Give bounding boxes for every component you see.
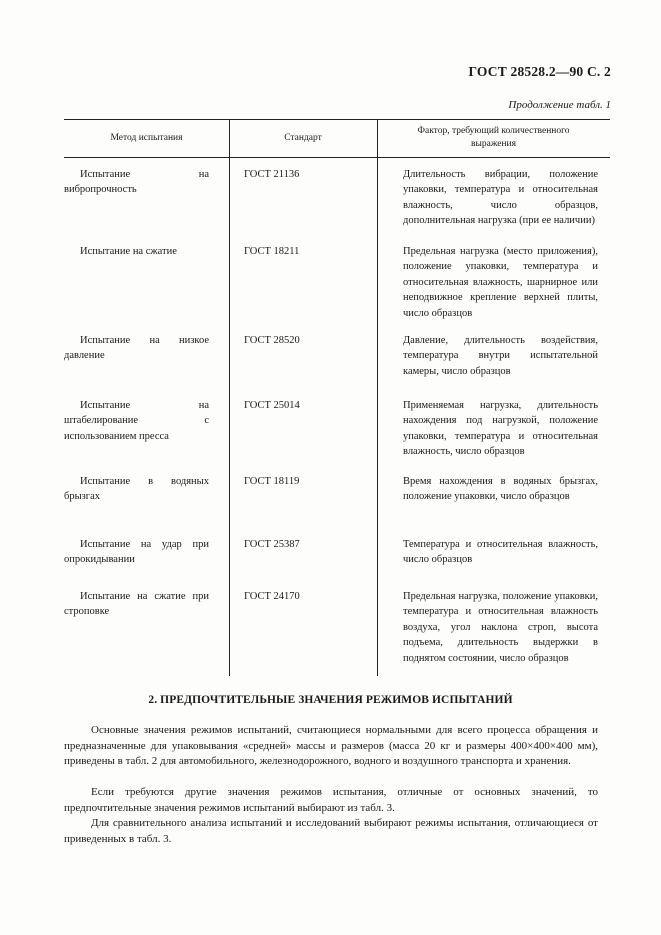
factor-cell: Температура и относительная влажность, число образцов xyxy=(403,539,598,566)
standard-cell: ГОСТ 24170 xyxy=(244,591,300,602)
column-divider xyxy=(377,119,378,676)
column-divider xyxy=(229,119,230,676)
body-paragraph: Основные значения режимов испытаний, считающиеся нормальными для всего процесса обращения и предназначенные для упаковывания «средней» массы и размеров (масса 20 кг и размеры 400×400×400 мм), приведены в табл. 2 для автомобильного, железнодорожного, водного и воздушного транспорта и хранения. xyxy=(64,724,598,768)
standard-cell: ГОСТ 28520 xyxy=(244,335,300,346)
method-cell: Испытание на низкое давление xyxy=(64,335,209,362)
factor-cell: Предельная нагрузка (место приложения), положение упаковки, температура и относительная влажность, шарнирное или неподвижное крепление верхней плиты, число образцов xyxy=(403,246,598,319)
standard-cell: ГОСТ 18119 xyxy=(244,476,300,487)
standard-cell: ГОСТ 21136 xyxy=(244,169,300,180)
standards-table xyxy=(64,119,610,676)
method-cell: Испытание на штабелирование с использованием пресса xyxy=(64,400,209,442)
standard-cell: ГОСТ 25014 xyxy=(244,400,300,411)
column-header-factor: Фактор, требующий количественного выражения xyxy=(417,126,570,149)
factor-cell: Применяемая нагрузка, длительность нахождения под нагрузкой, положение упаковки, температура и относительная влажность, число образцов xyxy=(403,400,598,458)
table-continuation-label: Продолжение табл. 1 xyxy=(508,99,611,111)
method-cell: Испытание в водяных брызгах xyxy=(64,476,209,503)
method-cell: Испытание на сжатие при строповке xyxy=(64,591,209,618)
standard-cell: ГОСТ 18211 xyxy=(244,246,300,257)
method-cell: Испытание на сжатие xyxy=(80,246,177,257)
body-paragraph: Для сравнительного анализа испытаний и исследований выбирают режимы испытания, отличающиеся от приведенных в табл. 3. xyxy=(64,817,598,845)
standard-cell: ГОСТ 25387 xyxy=(244,539,300,550)
document-header: ГОСТ 28528.2—90 С. 2 xyxy=(468,64,611,79)
factor-cell: Давление, длительность воздействия, температура внутри испытательной камеры, число образцов xyxy=(403,335,598,377)
method-cell: Испытание на удар при опрокидывании xyxy=(64,539,209,566)
factor-cell: Длительность вибрации, положение упаковки, температура и относительная влажность, число образцов, дополнительная нагрузка (при ее наличии) xyxy=(403,169,598,227)
factor-cell: Предельная нагрузка, положение упаковки, температура и относительная влажность воздуха, угол наклона строп, высота подъема, длительность выдержки в поднятом состоянии, число образцов xyxy=(403,591,598,664)
body-paragraph: Если требуются другие значения режимов испытания, отличные от основных значений, то предпочтительные значения режимов испытаний выбирают из табл. 3. xyxy=(64,786,598,814)
column-header-method: Метод испытания xyxy=(110,132,183,143)
column-header-standard: Стандарт xyxy=(284,132,322,143)
section-heading: 2. ПРЕДПОЧТИТЕЛЬНЫЕ ЗНАЧЕНИЯ РЕЖИМОВ ИСПЫТАНИЙ xyxy=(148,694,513,706)
table-header-rule xyxy=(64,157,610,158)
factor-cell: Время нахождения в водяных брызгах, положение упаковки, число образцов xyxy=(403,476,598,503)
method-cell: Испытание на вибропрочность xyxy=(64,169,209,196)
